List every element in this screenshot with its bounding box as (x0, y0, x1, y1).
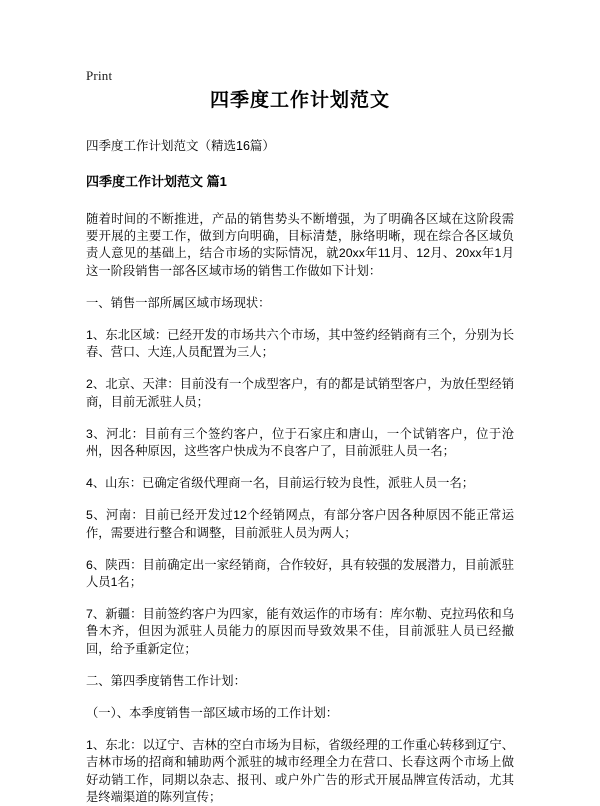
paragraph: 1、东北区域：已经开发的市场共六个市场，其中签约经销商有三个，分别为长春、营口、大连,人员配置为三人； (86, 328, 514, 360)
paragraph: （一）、本季度销售一部区域市场的工作计划： (86, 706, 339, 721)
print-link[interactable]: Print (86, 68, 113, 83)
paragraph: 3、河北：目前有三个签约客户，位于石家庄和唐山，一个试销客户，位于沧州，因各种原因，这些客户快成为不良客户了，目前派驻人员一名； (86, 426, 514, 459)
paragraph: 二、第四季度销售工作计划： (86, 673, 246, 688)
document-subtitle: 四季度工作计划范文（精选16篇） (86, 139, 275, 153)
paragraph: 一、销售一部所属区域市场现状： (86, 295, 271, 310)
document-content (86, 88, 514, 806)
paragraph: 2、北京、天津：目前没有一个成型客户，有的都是试销型客户，为放任型经销商，目前无派驻人员； (86, 377, 514, 409)
paragraph: 6、陕西：目前确定出一家经销商，合作较好，具有较强的发展潜力，目前派驻人员1名； (86, 557, 514, 590)
page-title: 四季度工作计划范文 (209, 90, 390, 111)
paragraph: 7、新疆：目前签约客户为四家，能有效运作的市场有：库尔勒、克拉玛依和乌鲁木齐，但因为派驻人员能力的原因而导致效果不佳，目前派驻人员已经撤回，给予重新定位； (86, 607, 514, 656)
paragraph: 随着时间的不断推进，产品的销售势头不断增强，为了明确各区域在这阶段需要开展的主要工作，做到方向明确，目标清楚，脉络明晰，现在综合各区域负责人意见的基础上，结合市场的实际情况，就20xx年11月、12月、20xx年1月这一阶段销售一部各区域市场的销售工作做如下计划： (86, 212, 514, 278)
section-heading: 四季度工作计划范文 篇1 (86, 174, 227, 189)
paragraph: 4、山东：已确定省级代理商一名，目前运行较为良性，派驻人员一名； (86, 476, 475, 491)
paragraph: 1、东北：以辽宁、吉林的空白市场为目标，省级经理的工作重心转移到辽宁、吉林市场的招商和辅助两个派驻的城市经理全力在营口、长春这两个市场上做好动销工作，同期以杂志、报刊、或户外广告的形式开展品牌宣传活动，尤其是终端渠道的陈列宣传； (86, 738, 514, 804)
paragraph: 5、河南：目前已经开发过12个经销网点，有部分客户因各种原因不能正常运作，需要进行整合和调整，目前派驻人员为两人； (86, 508, 514, 540)
